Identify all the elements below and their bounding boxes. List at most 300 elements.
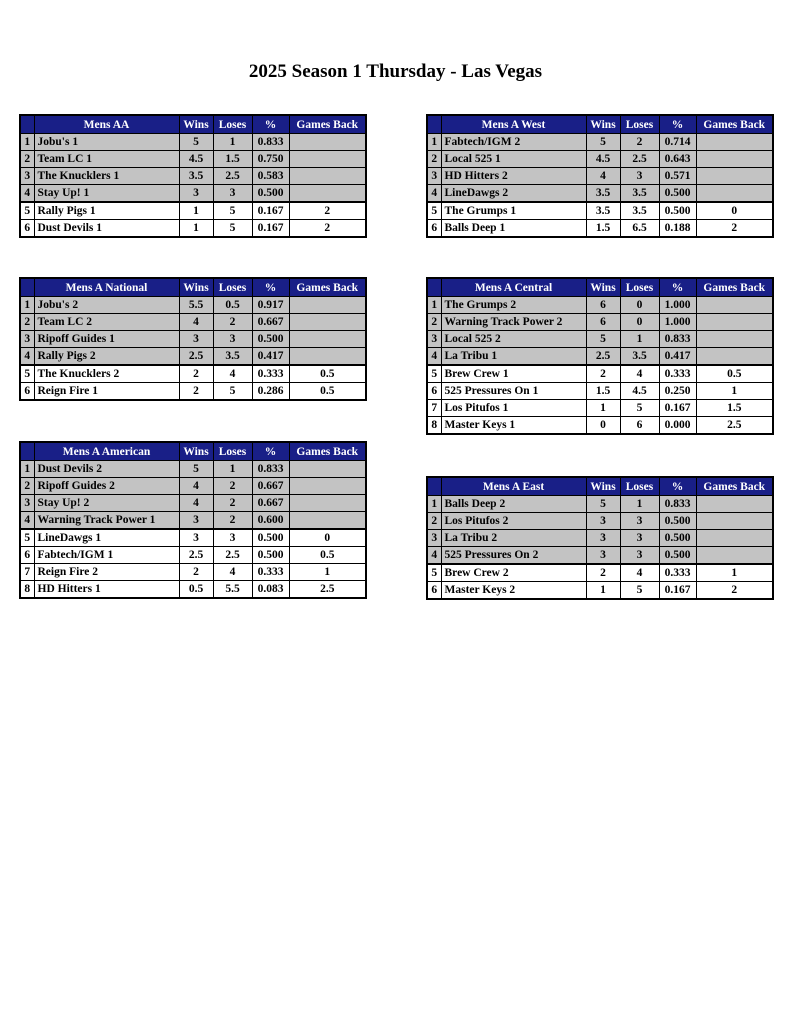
pct-cell: 0.333 — [252, 564, 289, 581]
loses-header: Loses — [620, 278, 659, 297]
pct-cell: 0.833 — [252, 134, 289, 151]
team-name-cell: The Knucklers 2 — [34, 365, 179, 383]
team-name-cell: Warning Track Power 2 — [441, 314, 586, 331]
rank-cell: 5 — [427, 564, 441, 582]
loses-cell: 1 — [620, 496, 659, 513]
games-back-header: Games Back — [289, 115, 366, 134]
table-row — [20, 495, 366, 512]
games-back-cell — [289, 168, 366, 185]
table-row — [427, 185, 773, 203]
team-name-cell: Jobu's 2 — [34, 297, 179, 314]
games-back-cell — [289, 314, 366, 331]
wins-cell: 0.5 — [179, 581, 213, 599]
pct-cell: 0.188 — [659, 220, 696, 238]
table-row — [20, 220, 366, 238]
wins-cell: 4 — [586, 168, 620, 185]
rank-cell: 1 — [20, 134, 34, 151]
table-row — [20, 297, 366, 314]
games-back-cell: 1 — [289, 564, 366, 581]
table-row — [427, 547, 773, 565]
team-name-cell: Local 525 1 — [441, 151, 586, 168]
pct-cell: 0.500 — [252, 547, 289, 564]
loses-cell: 5 — [213, 202, 252, 220]
table-row — [427, 331, 773, 348]
loses-cell: 4 — [620, 365, 659, 383]
loses-cell: 6 — [620, 417, 659, 435]
wins-cell: 4 — [179, 478, 213, 495]
rank-header-cell — [20, 115, 34, 134]
pct-cell: 1.000 — [659, 314, 696, 331]
pct-cell: 0.167 — [659, 400, 696, 417]
division-title: Mens A East — [441, 477, 586, 496]
loses-cell: 3.5 — [620, 185, 659, 203]
pct-cell: 1.000 — [659, 297, 696, 314]
loses-cell: 2 — [213, 478, 252, 495]
loses-cell: 2 — [213, 495, 252, 512]
team-name-cell: Warning Track Power 1 — [34, 512, 179, 530]
wins-header: Wins — [586, 115, 620, 134]
games-back-cell: 1 — [696, 383, 773, 400]
games-back-cell: 0.5 — [289, 383, 366, 401]
loses-header: Loses — [620, 115, 659, 134]
pct-cell: 0.500 — [252, 185, 289, 203]
team-name-cell: Rally Pigs 2 — [34, 348, 179, 366]
team-name-cell: Stay Up! 2 — [34, 495, 179, 512]
pct-cell: 0.833 — [659, 496, 696, 513]
wins-cell: 4.5 — [586, 151, 620, 168]
games-back-header: Games Back — [696, 278, 773, 297]
games-back-cell — [696, 513, 773, 530]
pct-cell: 0.500 — [659, 202, 696, 220]
rank-cell: 2 — [20, 478, 34, 495]
wins-cell: 1 — [179, 220, 213, 238]
table-row — [427, 314, 773, 331]
table-row — [427, 400, 773, 417]
pct-cell: 0.333 — [659, 365, 696, 383]
team-name-cell: Balls Deep 2 — [441, 496, 586, 513]
team-name-cell: LineDawgs 1 — [34, 529, 179, 547]
pct-cell: 0.417 — [659, 348, 696, 366]
games-back-cell: 1.5 — [696, 400, 773, 417]
loses-cell: 3 — [620, 168, 659, 185]
rank-cell: 7 — [20, 564, 34, 581]
table-row — [427, 564, 773, 582]
loses-cell: 3 — [620, 530, 659, 547]
table-row — [20, 185, 366, 203]
wins-cell: 3.5 — [586, 202, 620, 220]
wins-cell: 5 — [586, 134, 620, 151]
wins-cell: 2.5 — [179, 348, 213, 366]
rank-cell: 1 — [20, 461, 34, 478]
pct-cell: 0.833 — [659, 331, 696, 348]
loses-cell: 1 — [620, 331, 659, 348]
division-title: Mens A West — [441, 115, 586, 134]
rank-cell: 1 — [427, 496, 441, 513]
loses-cell: 1 — [213, 461, 252, 478]
table-row — [20, 331, 366, 348]
pct-cell: 0.500 — [659, 185, 696, 203]
table-row — [427, 297, 773, 314]
wins-cell: 3 — [179, 185, 213, 203]
wins-cell: 5 — [586, 331, 620, 348]
standings-table — [426, 114, 774, 238]
pct-cell: 0.500 — [659, 547, 696, 565]
wins-cell: 6 — [586, 297, 620, 314]
wins-cell: 4 — [179, 314, 213, 331]
pct-cell: 0.286 — [252, 383, 289, 401]
loses-cell: 3 — [213, 529, 252, 547]
division-title: Mens A National — [34, 278, 179, 297]
wins-cell: 2 — [179, 564, 213, 581]
wins-cell: 2 — [179, 383, 213, 401]
pct-cell: 0.833 — [252, 461, 289, 478]
team-name-cell: Local 525 2 — [441, 331, 586, 348]
rank-cell: 8 — [20, 581, 34, 599]
wins-cell: 3 — [179, 512, 213, 530]
rank-header-cell — [20, 278, 34, 297]
division-title: Mens A Central — [441, 278, 586, 297]
rank-cell: 6 — [20, 383, 34, 401]
loses-cell: 2 — [213, 512, 252, 530]
rank-cell: 3 — [427, 331, 441, 348]
loses-cell: 3 — [213, 331, 252, 348]
games-back-cell: 1 — [696, 564, 773, 582]
pct-cell: 0.500 — [252, 331, 289, 348]
table-row — [20, 168, 366, 185]
wins-cell: 3 — [179, 529, 213, 547]
games-back-cell — [696, 185, 773, 203]
wins-header: Wins — [586, 477, 620, 496]
loses-header: Loses — [213, 442, 252, 461]
rank-header-cell — [427, 278, 441, 297]
rank-cell: 4 — [20, 512, 34, 530]
rank-cell: 7 — [427, 400, 441, 417]
team-name-cell: Fabtech/IGM 2 — [441, 134, 586, 151]
table-row — [427, 513, 773, 530]
header-row — [427, 477, 773, 496]
pct-cell: 0.500 — [659, 513, 696, 530]
table-row — [427, 417, 773, 435]
wins-cell: 6 — [586, 314, 620, 331]
rank-header-cell — [427, 477, 441, 496]
page-title: 2025 Season 1 Thursday - Las Vegas — [248, 61, 543, 82]
team-name-cell: Fabtech/IGM 1 — [34, 547, 179, 564]
pct-cell: 0.643 — [659, 151, 696, 168]
header-row — [20, 278, 366, 297]
rank-cell: 2 — [427, 314, 441, 331]
rank-cell: 1 — [427, 297, 441, 314]
standings-table — [19, 114, 367, 238]
pct-header: % — [659, 278, 696, 297]
rank-cell: 1 — [20, 297, 34, 314]
loses-cell: 6.5 — [620, 220, 659, 238]
loses-cell: 5 — [213, 383, 252, 401]
rank-cell: 2 — [427, 513, 441, 530]
pct-header: % — [252, 278, 289, 297]
table-row — [20, 202, 366, 220]
rank-cell: 5 — [20, 365, 34, 383]
pct-cell: 0.000 — [659, 417, 696, 435]
wins-header: Wins — [179, 278, 213, 297]
loses-header: Loses — [620, 477, 659, 496]
wins-header: Wins — [586, 278, 620, 297]
header-row — [427, 115, 773, 134]
wins-cell: 3 — [586, 513, 620, 530]
team-name-cell: Reign Fire 1 — [34, 383, 179, 401]
wins-cell: 5 — [179, 461, 213, 478]
table-row — [427, 582, 773, 600]
table-row — [427, 348, 773, 366]
games-back-cell — [289, 331, 366, 348]
rank-cell: 5 — [427, 202, 441, 220]
table-row — [20, 478, 366, 495]
wins-cell: 2.5 — [179, 547, 213, 564]
games-back-cell — [289, 134, 366, 151]
table-row — [20, 314, 366, 331]
games-back-cell — [696, 547, 773, 565]
pct-cell: 0.167 — [659, 582, 696, 600]
loses-cell: 2 — [620, 134, 659, 151]
games-back-cell — [696, 134, 773, 151]
team-name-cell: HD Hitters 2 — [441, 168, 586, 185]
team-name-cell: The Grumps 2 — [441, 297, 586, 314]
division-title: Mens AA — [34, 115, 179, 134]
wins-cell: 3 — [586, 530, 620, 547]
team-name-cell: 525 Pressures On 1 — [441, 383, 586, 400]
table-row — [20, 151, 366, 168]
wins-cell: 3 — [179, 331, 213, 348]
rank-header-cell — [427, 115, 441, 134]
loses-cell: 3 — [213, 185, 252, 203]
pct-header: % — [659, 115, 696, 134]
header-row — [20, 442, 366, 461]
team-name-cell: La Tribu 2 — [441, 530, 586, 547]
table-row — [20, 134, 366, 151]
pct-cell: 0.333 — [659, 564, 696, 582]
games-back-cell — [289, 461, 366, 478]
team-name-cell: Team LC 2 — [34, 314, 179, 331]
table-row — [20, 365, 366, 383]
rank-cell: 1 — [427, 134, 441, 151]
pct-cell: 0.667 — [252, 478, 289, 495]
wins-cell: 5.5 — [179, 297, 213, 314]
loses-cell: 5 — [620, 582, 659, 600]
table-row — [20, 348, 366, 366]
games-back-cell: 2 — [696, 582, 773, 600]
games-back-cell — [696, 314, 773, 331]
rank-cell: 3 — [20, 168, 34, 185]
rank-cell: 5 — [427, 365, 441, 383]
standings-table — [19, 277, 367, 401]
rank-cell: 3 — [20, 495, 34, 512]
loses-cell: 0.5 — [213, 297, 252, 314]
loses-cell: 4 — [213, 365, 252, 383]
rank-cell: 4 — [427, 348, 441, 366]
games-back-cell — [696, 331, 773, 348]
games-back-cell — [289, 348, 366, 366]
division-title: Mens A American — [34, 442, 179, 461]
wins-cell: 5 — [586, 496, 620, 513]
loses-cell: 5 — [620, 400, 659, 417]
rank-cell: 6 — [427, 383, 441, 400]
pct-cell: 0.167 — [252, 220, 289, 238]
games-back-cell — [289, 495, 366, 512]
wins-cell: 0 — [586, 417, 620, 435]
games-back-cell — [289, 185, 366, 203]
wins-cell: 3.5 — [179, 168, 213, 185]
wins-cell: 5 — [179, 134, 213, 151]
games-back-cell: 0 — [696, 202, 773, 220]
wins-cell: 4.5 — [179, 151, 213, 168]
team-name-cell: Team LC 1 — [34, 151, 179, 168]
team-name-cell: Reign Fire 2 — [34, 564, 179, 581]
table-row — [427, 365, 773, 383]
pct-cell: 0.083 — [252, 581, 289, 599]
table-row — [20, 512, 366, 530]
pct-header: % — [252, 442, 289, 461]
games-back-cell: 2.5 — [696, 417, 773, 435]
games-back-cell — [289, 151, 366, 168]
games-back-cell — [289, 512, 366, 530]
rank-cell: 6 — [20, 547, 34, 564]
rank-cell: 3 — [427, 168, 441, 185]
team-name-cell: The Grumps 1 — [441, 202, 586, 220]
rank-cell: 6 — [20, 220, 34, 238]
rank-cell: 2 — [20, 314, 34, 331]
games-back-cell — [289, 297, 366, 314]
wins-cell: 2 — [586, 564, 620, 582]
loses-cell: 5 — [213, 220, 252, 238]
team-name-cell: Los Pitufos 2 — [441, 513, 586, 530]
team-name-cell: Master Keys 2 — [441, 582, 586, 600]
games-back-cell: 2 — [696, 220, 773, 238]
pct-cell: 0.571 — [659, 168, 696, 185]
games-back-cell — [696, 151, 773, 168]
table-row — [427, 202, 773, 220]
pct-cell: 0.714 — [659, 134, 696, 151]
wins-cell: 1.5 — [586, 220, 620, 238]
games-back-cell: 0.5 — [289, 365, 366, 383]
table-row — [427, 134, 773, 151]
rank-cell: 6 — [427, 582, 441, 600]
team-name-cell: Dust Devils 2 — [34, 461, 179, 478]
team-name-cell: The Knucklers 1 — [34, 168, 179, 185]
pct-header: % — [659, 477, 696, 496]
games-back-header: Games Back — [289, 278, 366, 297]
table-row — [20, 461, 366, 478]
standings-table — [19, 441, 367, 599]
wins-cell: 3.5 — [586, 185, 620, 203]
team-name-cell: Master Keys 1 — [441, 417, 586, 435]
team-name-cell: Brew Crew 2 — [441, 564, 586, 582]
pct-cell: 0.600 — [252, 512, 289, 530]
team-name-cell: Ripoff Guides 1 — [34, 331, 179, 348]
team-name-cell: La Tribu 1 — [441, 348, 586, 366]
table-row — [427, 530, 773, 547]
team-name-cell: Jobu's 1 — [34, 134, 179, 151]
team-name-cell: HD Hitters 1 — [34, 581, 179, 599]
wins-cell: 1 — [179, 202, 213, 220]
games-back-cell: 0.5 — [289, 547, 366, 564]
rank-cell: 4 — [427, 547, 441, 565]
rank-cell: 3 — [20, 331, 34, 348]
team-name-cell: Los Pitufos 1 — [441, 400, 586, 417]
team-name-cell: LineDawgs 2 — [441, 185, 586, 203]
team-name-cell: Dust Devils 1 — [34, 220, 179, 238]
header-row — [20, 115, 366, 134]
games-back-cell — [696, 348, 773, 366]
table-row — [427, 151, 773, 168]
loses-cell: 4 — [620, 564, 659, 582]
pct-cell: 0.333 — [252, 365, 289, 383]
rank-cell: 4 — [427, 185, 441, 203]
rank-cell: 8 — [427, 417, 441, 435]
games-back-cell: 2 — [289, 202, 366, 220]
pct-cell: 0.667 — [252, 495, 289, 512]
loses-cell: 4.5 — [620, 383, 659, 400]
team-name-cell: Balls Deep 1 — [441, 220, 586, 238]
table-row — [427, 496, 773, 513]
pct-cell: 0.917 — [252, 297, 289, 314]
games-back-cell — [289, 478, 366, 495]
rank-header-cell — [20, 442, 34, 461]
team-name-cell: 525 Pressures On 2 — [441, 547, 586, 565]
table-row — [427, 220, 773, 238]
games-back-cell — [696, 297, 773, 314]
pct-cell: 0.250 — [659, 383, 696, 400]
wins-header: Wins — [179, 442, 213, 461]
pct-cell: 0.667 — [252, 314, 289, 331]
rank-cell: 4 — [20, 348, 34, 366]
table-row — [20, 581, 366, 599]
loses-header: Loses — [213, 115, 252, 134]
table-row — [427, 383, 773, 400]
rank-cell: 2 — [20, 151, 34, 168]
team-name-cell: Ripoff Guides 2 — [34, 478, 179, 495]
wins-cell: 1 — [586, 582, 620, 600]
rank-cell: 6 — [427, 220, 441, 238]
loses-cell: 2 — [213, 314, 252, 331]
rank-cell: 5 — [20, 529, 34, 547]
wins-cell: 1.5 — [586, 383, 620, 400]
loses-cell: 2.5 — [213, 168, 252, 185]
rank-cell: 2 — [427, 151, 441, 168]
table-row — [20, 564, 366, 581]
loses-cell: 3 — [620, 513, 659, 530]
rank-cell: 3 — [427, 530, 441, 547]
team-name-cell: Stay Up! 1 — [34, 185, 179, 203]
table-row — [427, 168, 773, 185]
loses-cell: 2.5 — [213, 547, 252, 564]
wins-cell: 3 — [586, 547, 620, 565]
pct-cell: 0.500 — [659, 530, 696, 547]
table-row — [20, 383, 366, 401]
wins-cell: 2 — [179, 365, 213, 383]
wins-cell: 1 — [586, 400, 620, 417]
rank-cell: 4 — [20, 185, 34, 203]
pct-cell: 0.167 — [252, 202, 289, 220]
loses-cell: 1 — [213, 134, 252, 151]
loses-cell: 3.5 — [213, 348, 252, 366]
header-row — [427, 278, 773, 297]
standings-table — [426, 277, 774, 435]
table-row — [20, 547, 366, 564]
pct-cell: 0.583 — [252, 168, 289, 185]
loses-cell: 3.5 — [620, 202, 659, 220]
loses-cell: 3.5 — [620, 348, 659, 366]
pct-header: % — [252, 115, 289, 134]
loses-cell: 3 — [620, 547, 659, 565]
